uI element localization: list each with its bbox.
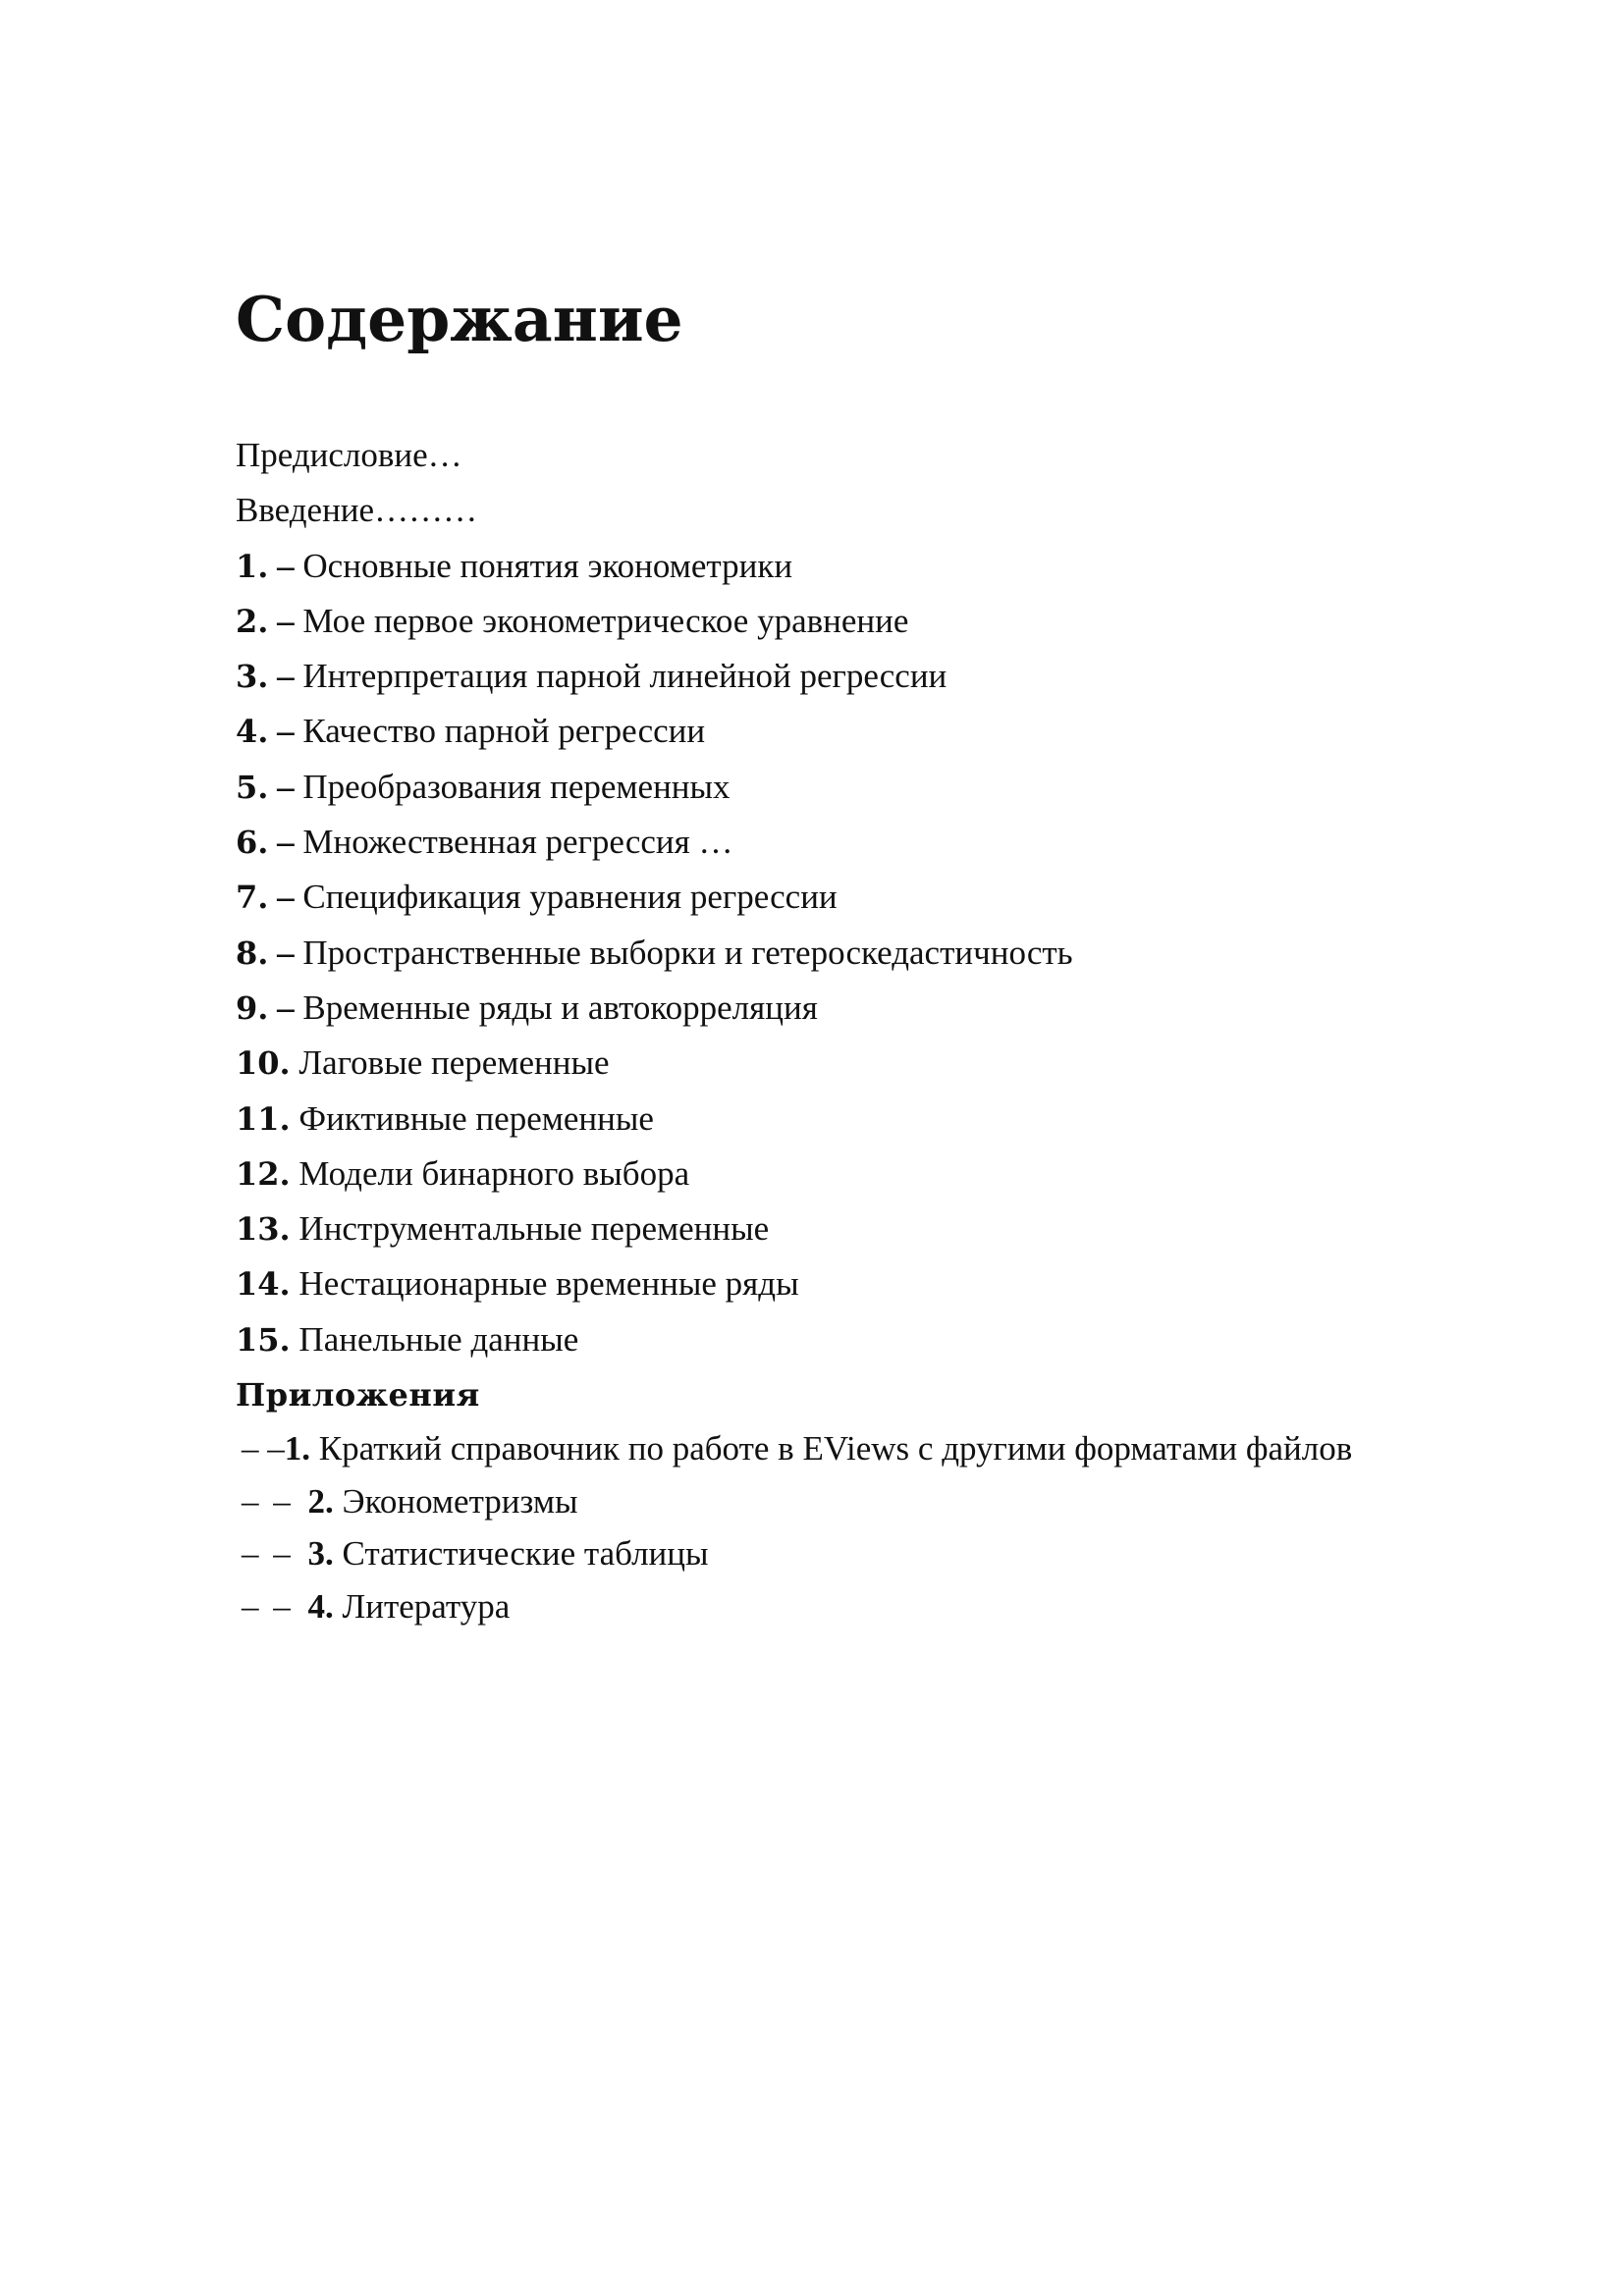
toc-appendix-3 (236, 1527, 1591, 1580)
chapter-title: Нестационарные временные ряды (298, 1264, 799, 1304)
chapter-separator: – (277, 767, 295, 806)
appendix-title: Эконометризмы (342, 1481, 578, 1521)
chapter-number: 10. (236, 1044, 291, 1083)
chapter-number: 5. (236, 768, 269, 806)
appendix-number: 3. (307, 1534, 334, 1574)
toc-chapter-7 (236, 870, 1591, 925)
toc-chapter-10 (236, 1036, 1591, 1091)
chapter-number: 11. (236, 1099, 291, 1138)
toc-chapter-13 (236, 1201, 1591, 1256)
appendix-title: Литература (342, 1586, 511, 1626)
toc-chapter-3 (236, 649, 1591, 704)
toc-appendix-4 (236, 1580, 1591, 1633)
toc-chapter-9 (236, 981, 1591, 1036)
chapter-title: Мое первое эконометрическое уравнение (302, 601, 909, 640)
chapter-title: Инструментальные переменные (298, 1209, 770, 1249)
toc-chapter-6 (236, 815, 1591, 870)
appendix-lead-dash: – (242, 1429, 259, 1468)
chapter-number: 3. (236, 658, 269, 696)
appendix-lead-dash: – (267, 1429, 285, 1468)
chapter-separator: – (277, 823, 295, 862)
chapter-number: 4. (236, 713, 269, 751)
appendix-lead-dash: – (273, 1481, 291, 1521)
toc-appendix-2 (236, 1475, 1591, 1528)
toc-chapter-2 (236, 594, 1591, 649)
chapter-number: 2. (236, 602, 269, 640)
chapter-title: Преобразования переменных (302, 767, 731, 806)
appendix-number: 2. (307, 1481, 334, 1521)
appendix-lead-dash: – (242, 1534, 259, 1574)
chapter-number: 7. (236, 879, 269, 917)
appendix-heading: Приложения (236, 1376, 480, 1415)
chapter-separator: – (277, 657, 295, 696)
appendix-number: 4. (307, 1586, 334, 1626)
toc-entry-label: Введение……… (236, 491, 478, 530)
toc-chapter-15 (236, 1312, 1591, 1367)
toc-chapter-11 (236, 1092, 1591, 1147)
chapter-separator: – (277, 601, 295, 640)
toc-chapter-14 (236, 1256, 1591, 1311)
toc-chapter-1 (236, 539, 1591, 594)
toc-entry-preface (236, 428, 1591, 483)
chapter-number: 13. (236, 1210, 291, 1249)
toc-chapter-8 (236, 926, 1591, 981)
chapter-number: 14. (236, 1265, 291, 1304)
chapter-number: 6. (236, 824, 269, 862)
page-title: Содержание (236, 283, 683, 355)
appendix-lead-dash: – (273, 1586, 291, 1626)
chapter-number: 8. (236, 934, 269, 972)
chapter-title: Фиктивные переменные (298, 1098, 654, 1138)
appendix-title: Статистические таблицы (342, 1534, 709, 1574)
appendix-lead-dash: – (242, 1586, 259, 1626)
chapter-title: Спецификация уравнения регрессии (302, 878, 838, 917)
toc-chapter-12 (236, 1147, 1591, 1201)
toc-chapter-5 (236, 760, 1591, 815)
chapter-number: 9. (236, 988, 269, 1027)
chapter-separator: – (277, 546, 295, 585)
toc-chapter-4 (236, 704, 1591, 759)
toc-entry-introduction (236, 483, 1591, 538)
chapter-title: Интерпретация парной линейной регрессии (302, 657, 947, 696)
toc-appendix-1 (236, 1422, 1591, 1475)
chapter-separator: – (277, 933, 295, 972)
appendix-number: 1. (284, 1429, 310, 1468)
appendix-lead-dash: – (273, 1534, 291, 1574)
chapter-title: Основные понятия эконометрики (302, 546, 793, 585)
chapter-number: 15. (236, 1320, 291, 1359)
table-of-contents (236, 428, 1591, 1632)
chapter-title: Множественная регрессия … (302, 823, 733, 862)
chapter-title: Модели бинарного выбора (298, 1153, 690, 1193)
appendix-title: Краткий справочник по работе в EViews с другими форматами файлов (318, 1429, 1353, 1468)
chapter-separator: – (277, 878, 295, 917)
chapter-separator: – (277, 712, 295, 751)
chapter-title: Пространственные выборки и гетероскедастичность (302, 933, 1073, 972)
appendix-lead-dash: – (242, 1481, 259, 1521)
chapter-number: 12. (236, 1154, 291, 1193)
toc-entry-label: Предисловие… (236, 436, 462, 474)
chapter-title: Лаговые переменные (298, 1043, 610, 1083)
chapter-title: Качество парной регрессии (302, 712, 706, 751)
chapter-title: Панельные данные (298, 1319, 579, 1359)
chapter-separator: – (277, 988, 295, 1027)
chapter-number: 1. (236, 547, 269, 585)
chapter-title: Временные ряды и автокорреляция (302, 988, 818, 1027)
